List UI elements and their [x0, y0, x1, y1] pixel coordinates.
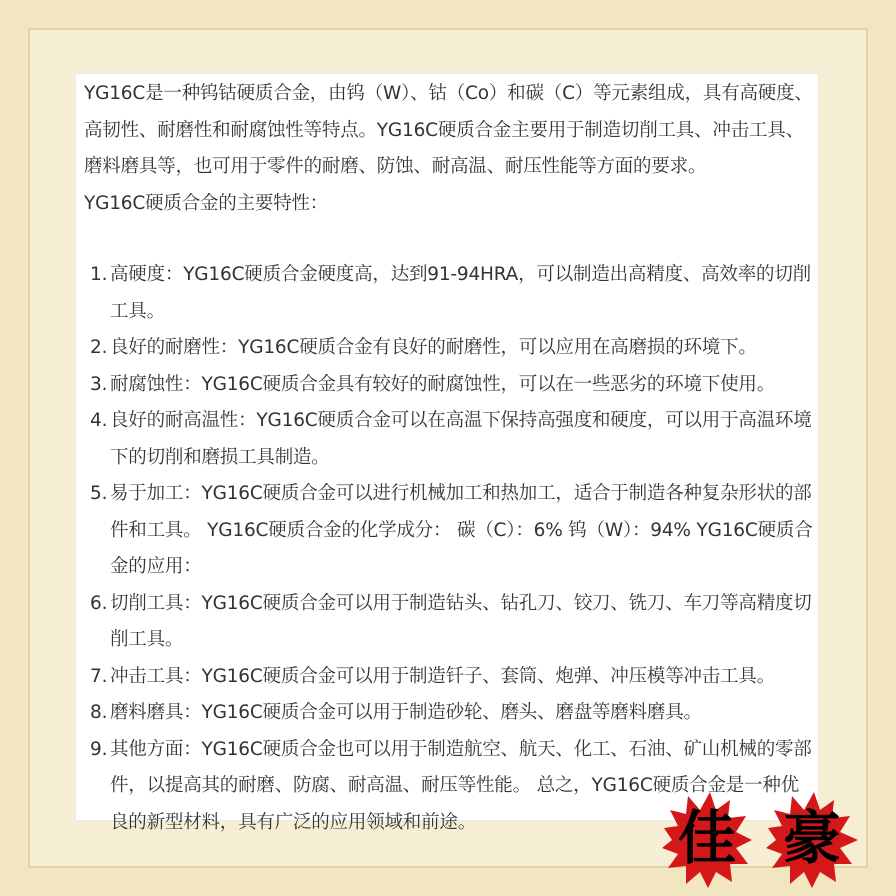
feature-item: [84, 586, 814, 659]
feature-text: 其他方面：YG16C硬质合金也可以用于制造航空、航天、化工、石油、矿山机械的零部件，以提高其的耐磨、防腐、耐高温、耐压等性能。 总之，YG16C硬质合金是一种优良的新型材料，具有广泛的应用领域和前途。: [110, 738, 812, 833]
seal-char-left: 佳: [677, 804, 737, 872]
document-body: [84, 76, 814, 841]
feature-text: 切削工具：YG16C硬质合金可以用于制造钻头、钻孔刀、铰刀、铣刀、车刀等高精度切削工具。: [110, 592, 812, 650]
seal-right-splash: [766, 792, 858, 888]
feature-list: [84, 257, 814, 841]
feature-item: [84, 330, 814, 367]
features-heading: YG16C硬质合金的主要特性：: [84, 192, 329, 214]
feature-number: 7.: [90, 665, 108, 687]
feature-number: 8.: [90, 702, 108, 723]
feature-item: [84, 403, 814, 476]
feature-number: 1.: [90, 264, 108, 285]
feature-number: 5.: [90, 483, 108, 504]
feature-text: 易于加工：YG16C硬质合金可以进行机械加工和热加工，适合于制造各种复杂形状的部件和工具。 YG16C硬质合金的化学成分： 碳（C）：6% 钨（W）：94% YG16C硬质合金的应用：: [110, 483, 813, 577]
feature-item: [84, 659, 814, 696]
feature-item: [84, 367, 814, 404]
blank-line: [84, 222, 814, 257]
seal-logo: [660, 780, 870, 890]
feature-item: [84, 476, 814, 586]
feature-text: 高硬度：YG16C硬质合金硬度高，达到91-94HRA，可以制造出高精度、高效率的切削工具。: [110, 264, 811, 322]
feature-text: 耐腐蚀性：YG16C硬质合金具有较好的耐腐蚀性，可以在一些恶劣的环境下使用。: [110, 373, 775, 395]
feature-item: [84, 257, 814, 330]
seal-left-splash: [662, 792, 752, 888]
seal-svg: [660, 780, 870, 890]
feature-number: 6.: [90, 592, 108, 614]
seal-char-right: 豪: [782, 804, 842, 872]
feature-text: 良好的耐高温性：YG16C硬质合金可以在高温下保持高强度和硬度，可以用于高温环境下的切削和磨损工具制造。: [110, 410, 812, 468]
feature-text: 良好的耐磨性：YG16C硬质合金有良好的耐磨性，可以应用在高磨损的环境下。: [110, 337, 757, 358]
intro-paragraph: YG16C是一种钨钴硬质合金，由钨（W）、钴（Co）和碳（C）等元素组成，具有高硬度、高韧性、耐磨性和耐腐蚀性等特点。YG16C硬质合金主要用于制造切削工具、冲击工具、磨料磨具等，也可用于零件的耐磨、防蚀、耐高温、耐压性能等方面的要求。: [84, 83, 813, 177]
feature-number: 2.: [90, 337, 108, 358]
feature-item: [84, 695, 814, 732]
feature-number: 3.: [90, 373, 108, 395]
feature-number: 4.: [90, 410, 108, 431]
feature-text: 磨料磨具：YG16C硬质合金可以用于制造砂轮、磨头、磨盘等磨料磨具。: [110, 702, 702, 723]
feature-number: 9.: [90, 738, 108, 760]
feature-text: 冲击工具：YG16C硬质合金可以用于制造钎子、套筒、炮弹、冲压模等冲击工具。: [110, 665, 775, 687]
